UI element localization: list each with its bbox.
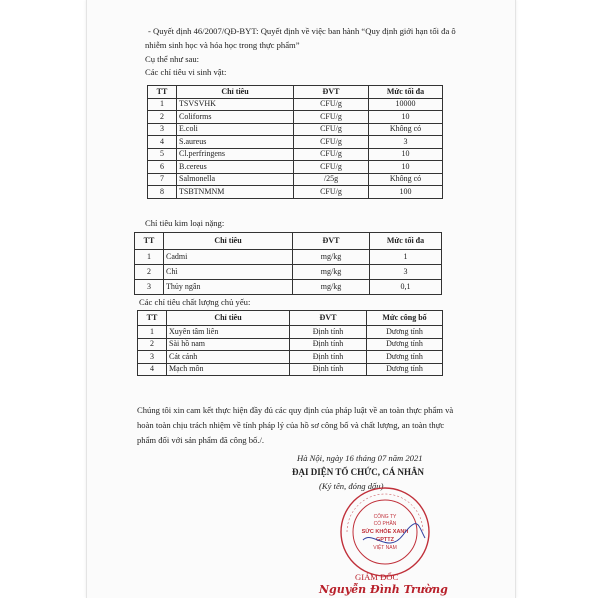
cell-value: 10: [369, 148, 443, 161]
table-header-row: [148, 86, 443, 99]
commit-line-3: phẩm đối với sản phẩm đã công bố./.: [137, 435, 264, 445]
svg-text:CỔ PHẦN: CỔ PHẦN: [373, 521, 397, 527]
cell-criteria: TSVSVHK: [177, 98, 294, 111]
director-title: GIÁM ĐỐC: [355, 572, 399, 582]
document-page: [86, 0, 516, 598]
cell-unit: mg/kg: [293, 280, 370, 295]
cell-unit: Định tính: [290, 326, 367, 339]
commit-line-2: hoàn toàn chịu trách nhiệm về tính pháp lý của hồ sơ công bố và chất lượng, an toàn thực: [137, 420, 445, 430]
table-row: [148, 186, 443, 199]
cell-value: Dương tính: [367, 326, 443, 339]
cell-tt: 8: [148, 186, 177, 199]
col-criteria: Chỉ tiêu: [167, 311, 290, 326]
cell-value: 3: [369, 136, 443, 149]
col-criteria: Chỉ tiêu: [164, 233, 293, 250]
cell-criteria: B.cereus: [177, 161, 294, 174]
sign-note: (Ký tên, đóng dấu): [319, 481, 384, 491]
quality-heading: Các chỉ tiêu chất lượng chủ yếu:: [139, 297, 251, 307]
cell-unit: /25g: [294, 173, 369, 186]
cell-tt: 2: [135, 265, 164, 280]
cell-value: 10: [369, 161, 443, 174]
cell-tt: 1: [138, 326, 167, 339]
cell-unit: mg/kg: [293, 265, 370, 280]
table-row: [138, 351, 443, 364]
cell-tt: 2: [148, 111, 177, 124]
col-criteria: Chỉ tiêu: [177, 86, 294, 99]
intro-line-1: - Quyết định 46/2007/QĐ-BYT: Quyết định về việc ban hành “Quy định giới hạn tối đa ô: [148, 26, 456, 36]
table-header-row: [138, 311, 443, 326]
col-tt: TT: [138, 311, 167, 326]
cell-tt: 3: [148, 123, 177, 136]
col-unit: ĐVT: [294, 86, 369, 99]
cell-criteria: Mạch môn: [167, 363, 290, 376]
cell-tt: 4: [148, 136, 177, 149]
col-unit: ĐVT: [293, 233, 370, 250]
representative-title: ĐẠI DIỆN TỔ CHỨC, CÁ NHÂN: [292, 467, 425, 477]
cell-tt: 5: [148, 148, 177, 161]
cell-criteria: Chì: [164, 265, 293, 280]
table-row: [148, 98, 443, 111]
cell-unit: mg/kg: [293, 250, 370, 265]
cell-criteria: Thủy ngân: [164, 280, 293, 295]
col-limit: Mức tối đa: [370, 233, 442, 250]
table-header-row: [135, 233, 442, 250]
col-standard: Mức công bố: [367, 311, 443, 326]
cell-tt: 1: [148, 98, 177, 111]
cell-unit: CFU/g: [294, 186, 369, 199]
director-name: Nguyễn Đình Trường: [319, 583, 448, 596]
cell-tt: 1: [135, 250, 164, 265]
cell-tt: 4: [138, 363, 167, 376]
col-tt: TT: [148, 86, 177, 99]
table-row: [138, 326, 443, 339]
quality-table: [137, 310, 443, 376]
cell-value: 3: [370, 265, 442, 280]
cell-value: 10: [369, 111, 443, 124]
table-row: [148, 136, 443, 149]
svg-text:VIỆT NAM: VIỆT NAM: [373, 545, 397, 551]
table-row: [138, 363, 443, 376]
cell-value: Không có: [369, 123, 443, 136]
cell-criteria: TSBTNMNM: [177, 186, 294, 199]
cell-unit: CFU/g: [294, 98, 369, 111]
cell-unit: CFU/g: [294, 111, 369, 124]
col-unit: ĐVT: [290, 311, 367, 326]
cell-value: 0,1: [370, 280, 442, 295]
company-stamp: [333, 480, 437, 584]
cell-criteria: Sài hồ nam: [167, 338, 290, 351]
cell-tt: 3: [135, 280, 164, 295]
cell-value: 100: [369, 186, 443, 199]
cell-tt: 6: [148, 161, 177, 174]
commit-line-1: Chúng tôi xin cam kết thực hiện đầy đủ các quy định của pháp luật về an toàn thực phẩm và: [137, 405, 454, 415]
table-row: [138, 338, 443, 351]
table-row: [148, 161, 443, 174]
micro-heading: Các chỉ tiêu vi sinh vật:: [145, 67, 227, 77]
table-row: [135, 280, 442, 295]
svg-text:SỨC KHỎE XANH: SỨC KHỎE XANH: [361, 529, 409, 535]
cell-criteria: Cadmi: [164, 250, 293, 265]
cell-unit: CFU/g: [294, 148, 369, 161]
cell-criteria: Xuyên tâm liên: [167, 326, 290, 339]
micro-table: [147, 85, 443, 199]
svg-text:GPTTZ: GPTTZ: [375, 537, 395, 543]
cell-tt: 2: [138, 338, 167, 351]
cell-criteria: E.coli: [177, 123, 294, 136]
intro-line-3: Cụ thể như sau:: [145, 54, 200, 64]
col-tt: TT: [135, 233, 164, 250]
cell-unit: CFU/g: [294, 161, 369, 174]
table-row: [148, 123, 443, 136]
metal-heading: Chỉ tiêu kim loại nặng:: [145, 218, 225, 228]
cell-criteria: S.aureus: [177, 136, 294, 149]
cell-value: Dương tính: [367, 363, 443, 376]
table-row: [148, 173, 443, 186]
cell-value: Không có: [369, 173, 443, 186]
cell-criteria: Coliforms: [177, 111, 294, 124]
svg-text:CÔNG TY: CÔNG TY: [373, 514, 397, 520]
cell-criteria: Cl.perfringens: [177, 148, 294, 161]
table-row: [135, 265, 442, 280]
cell-unit: Định tính: [290, 338, 367, 351]
cell-unit: Định tính: [290, 363, 367, 376]
cell-tt: 7: [148, 173, 177, 186]
place-date: Hà Nội, ngày 16 tháng 07 năm 2021: [297, 453, 423, 463]
intro-line-2: nhiễm sinh học và hóa học trong thực phẩm”: [145, 40, 300, 50]
cell-value: 10000: [369, 98, 443, 111]
cell-value: Dương tính: [367, 351, 443, 364]
metal-table: [134, 232, 442, 295]
cell-criteria: Cát cánh: [167, 351, 290, 364]
cell-unit: Định tính: [290, 351, 367, 364]
cell-value: 1: [370, 250, 442, 265]
cell-value: Dương tính: [367, 338, 443, 351]
table-row: [135, 250, 442, 265]
col-limit: Mức tối đa: [369, 86, 443, 99]
table-row: [148, 111, 443, 124]
cell-unit: CFU/g: [294, 123, 369, 136]
table-row: [148, 148, 443, 161]
cell-tt: 3: [138, 351, 167, 364]
cell-unit: CFU/g: [294, 136, 369, 149]
cell-criteria: Salmonella: [177, 173, 294, 186]
